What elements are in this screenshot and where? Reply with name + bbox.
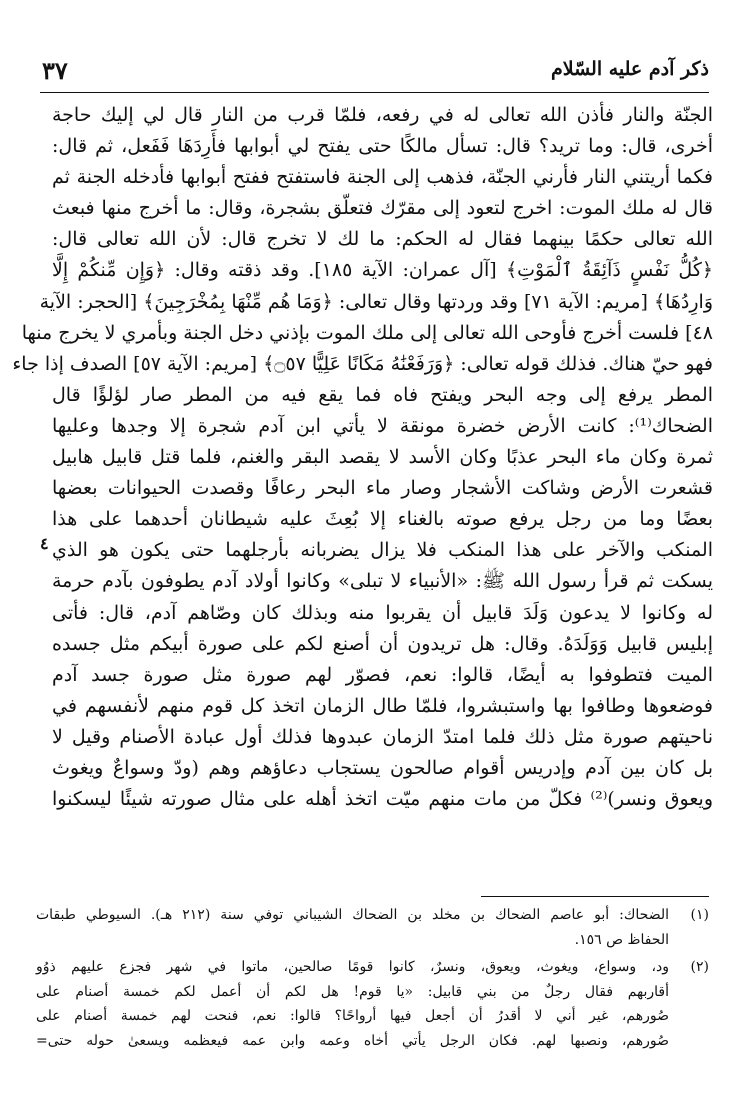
body-line: له وكانوا لا يدعون وَلَدَ قابيل أن يقربوا منه وبذلك كان وصّاهم آدم، قال: فأتى xyxy=(52,601,713,624)
body-line: ثمرة وكان ماء البحر عذبًا وكان الأسد لا يقصد البقر والغنم، فلما قتل قابيل هابيل xyxy=(52,446,713,469)
body-line: فهو حيّ هناك. فذلك قوله تعالى: ﴿وَرَفَعْنَٰهُ مَكَانًا عَلِيًّا ۝٥٧﴾ [مريم: الآية ٥٧] الصدف إذا جاء xyxy=(12,352,713,375)
footnote-number: (٢) xyxy=(690,959,709,975)
footnote-divider xyxy=(481,896,709,897)
margin-mark: ٤ xyxy=(40,534,49,553)
body-line: بعضًا وما من رجل يرفع صوته بالغناء إلا بُعِثَ عليه شيطانان أحدهما على هذا xyxy=(52,508,713,531)
body-text xyxy=(12,100,713,815)
body-line: أخرى، قال: وما تريد؟ قال: تسأل مالكًا حتى يفتح لي أبوابها فأَرِدَهَا فَفَعل، ثم قال: xyxy=(52,135,713,158)
body-line: الضحاك⁽¹⁾: كانت الأرض خضرة مونقة لا يأتي ابن آدم شجرة إلا وجدها وعليها xyxy=(52,414,713,437)
body-line: الجنّة والنار فأذن الله تعالى له في رفعه، فلمّا قرب من النار قال لي إليك حاجة xyxy=(52,104,713,126)
footnotes xyxy=(36,903,709,1056)
footnote-line: أقاربهم فقال رجلٌ من بني قابيل: «يا قوم! هل لكم أن أعمل لكم خمسة أصنام على xyxy=(36,983,669,1000)
body-line: بل كان بين آدم وإدريس أقوام صالحون يستجاب دعاؤهم وهم (ودّ وسواعٌ ويغوث xyxy=(52,756,713,779)
footnote-number: (١) xyxy=(690,907,709,923)
body-line: ناحيتهم صورة مثل ذلك فلما امتدّ الزمان عبدوها فذلك أول عبادة الأصنام وقيل لا xyxy=(52,725,713,748)
footnote-line: الحفاظ ص ١٥٦. xyxy=(574,931,669,948)
footnote-2 xyxy=(36,955,709,1053)
footnote-line: صُورهم، غير أني لا أقدرُ أن أجعل فيها أرواحًا؟ قالوا: نعم، فنحت لهم خمسة أصنام على xyxy=(36,1008,669,1024)
footnote-text xyxy=(36,955,669,1053)
body-line: الله تعالى حكمًا بينهما فقال له الحكم: ما لك لا تخرج قال: لأن الله تعالى قال: xyxy=(52,228,713,251)
running-title: ذكر آدم عليه السّلام xyxy=(550,58,709,80)
body-line: إبليس قابيل وَوَلَدَهُ. وقال: هل تريدون أن أصنع لكم على صورة أبيكم مثل جسده xyxy=(52,632,713,655)
body-line: ٤٨] فلست أخرج فأوحى الله تعالى إلى ملك الموت بإذني دخل الجنة وبأمري لا يخرج منها xyxy=(21,321,713,344)
body-line: قشعرت الأرض وشاكت الأشجار وصار ماء البحر رعافًا وقصدت الحيوانات بعضها xyxy=(52,477,713,500)
footnote-1 xyxy=(36,903,709,952)
footnote-line: صُورهم، ونصبها لهم. فكان الرجل يأتي أخاه وعمه وابن عمه فيعظمه ويسعىٰ حوله حتى= xyxy=(36,1032,669,1049)
body-line: المنكب والآخر على هذا المنكب فلا يزال يضربانه بأرجلهما حتى يكون هو الذي xyxy=(52,539,713,562)
body-line: يسكت ثم قرأ رسول الله ﷺ: «الأنبياء لا تبلى» وكانوا أولاد آدم يطوفون بآدم حرمة xyxy=(52,570,713,593)
footnote-text xyxy=(36,903,669,952)
body-line: قال له ملك الموت: اخرج لتعود إلى مقرّك فتعلّق بشجرة، وقال: ما أخرج منها فبعث xyxy=(52,197,713,220)
footnote-line: ود، وسواع، ويغوث، ويعوق، ونسرٌ، كانوا قومًا صالحين، ماتوا في شهر فجزع عليهم ذوُو xyxy=(36,959,669,975)
body-line: فوضعوها وطافوا بها واستبشروا، فلمّا طال الزمان اتخذ كل قوم منهم لأنفسهم في xyxy=(52,694,713,717)
body-line: فكما أريتني النار فأرني الجنّة، فذهب إلى الجنة فاستفتح ففتح أبوابها فأدخله الجنة ثم xyxy=(52,166,713,189)
body-line: الميت فتطوفوا به أيضًا، قالوا: نعم، فصوّر لهم صورة مثل صورة جسد آدم xyxy=(52,663,713,686)
body-line: ﴿كُلُّ نَفْسٍ ذَآئِقَةُ ٱلْمَوْتِ﴾ [آل عمران: الآية ١٨٥]. وقد ذقته وقال: ﴿وَإِن مِّنكُمْ إِلَّا xyxy=(52,259,713,282)
page-header xyxy=(40,52,709,93)
body-line: المطر يرفع إلى وجه البحر ويفتح فاه فما يقع فيه من المطر صار لؤلؤًا قال xyxy=(52,383,713,406)
footnote-line: الضحاك: أبو عاصم الضحاك بن مخلد بن الضحاك الشيباني توفي سنة (٢١٢ هـ). السيوطي طبقات xyxy=(36,907,669,923)
body-line: ويعوق ونسر)⁽²⁾ فكلّ من مات منهم ميّت اتخذ أهله على مثال صورته شيئًا ليسكنوا xyxy=(52,788,713,811)
body-line: وَارِدُهَا﴾ [مريم: الآية ٧١] وقد وردتها وقال تعالى: ﴿وَمَا هُم مِّنْهَا بِمُخْرَجِينَ﴾ [الحجر: الآية xyxy=(39,290,713,313)
page-number: ٣٧ xyxy=(42,56,68,85)
